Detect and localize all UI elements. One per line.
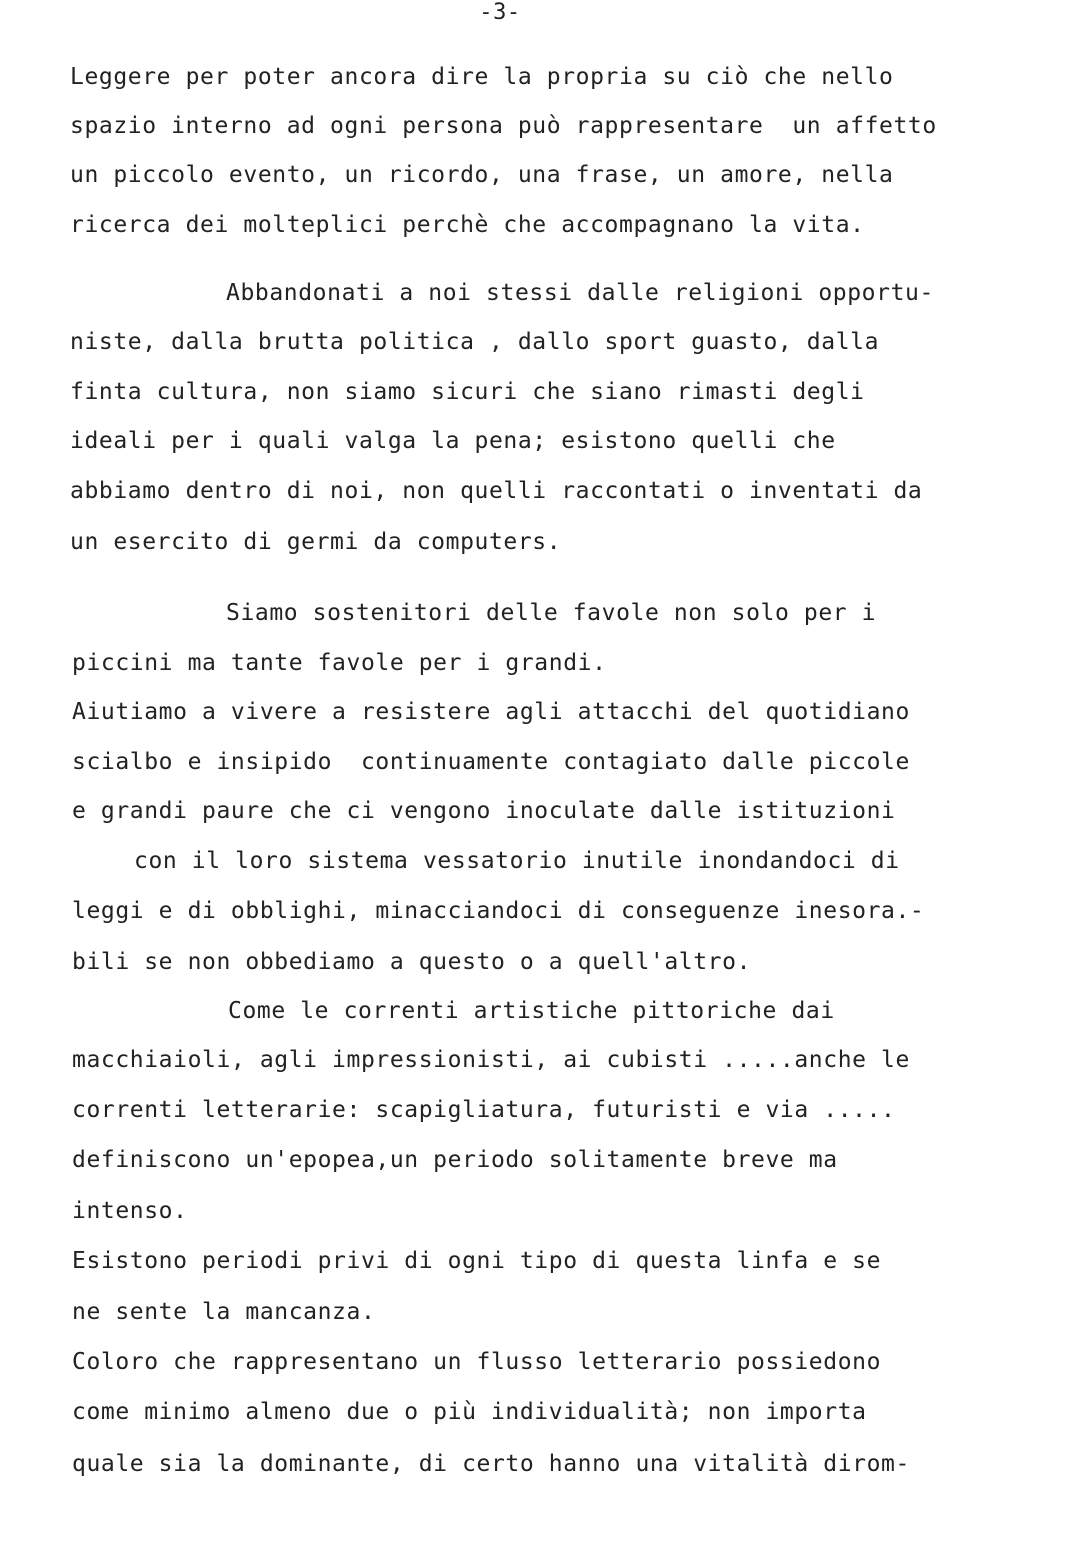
text-line: e grandi paure che ci vengono inoculate dalle istituzioni bbox=[72, 798, 896, 824]
text-line: Esistono periodi privi di ogni tipo di questa linfa e se bbox=[72, 1248, 882, 1274]
text-line: Coloro che rappresentano un flusso letterario possiedono bbox=[72, 1349, 882, 1375]
text-line: intenso. bbox=[72, 1198, 188, 1224]
text-line: macchiaioli, agli impressionisti, ai cubisti .....anche le bbox=[72, 1047, 910, 1073]
text-line: abbiamo dentro di noi, non quelli raccontati o inventati da bbox=[70, 478, 923, 504]
text-line: ideali per i quali valga la pena; esistono quelli che bbox=[70, 428, 836, 454]
text-line: niste, dalla brutta politica , dallo sport guasto, dalla bbox=[70, 329, 880, 355]
text-line: spazio interno ad ogni persona può rappresentare un affetto bbox=[70, 113, 937, 139]
text-line: piccini ma tante favole per i grandi. bbox=[72, 650, 607, 676]
text-line: come minimo almeno due o più individualità; non importa bbox=[72, 1399, 867, 1425]
text-line: leggi e di obblighi, minacciandoci di conseguenze inesora.- bbox=[72, 898, 925, 924]
text-line: correnti letterarie: scapigliatura, futuristi e via ..... bbox=[72, 1097, 896, 1123]
text-line: definiscono un'epopea,un periodo solitamente breve ma bbox=[72, 1147, 838, 1173]
text-line: con il loro sistema vessatorio inutile inondandoci di bbox=[134, 848, 900, 874]
text-line: un piccolo evento, un ricordo, una frase, un amore, nella bbox=[70, 162, 894, 188]
text-line: Come le correnti artistiche pittoriche dai bbox=[228, 998, 835, 1024]
text-line: scialbo e insipido continuamente contagiato dalle piccole bbox=[72, 749, 910, 775]
text-line: un esercito di germi da computers. bbox=[70, 529, 562, 555]
text-line: ricerca dei molteplici perchè che accompagnano la vita. bbox=[70, 212, 865, 238]
text-line: Aiutiamo a vivere a resistere agli attacchi del quotidiano bbox=[72, 699, 910, 725]
text-line: Leggere per poter ancora dire la propria su ciò che nello bbox=[70, 64, 894, 90]
text-line: finta cultura, non siamo sicuri che siano rimasti degli bbox=[70, 379, 865, 405]
text-line: bili se non obbediamo a questo o a quell'altro. bbox=[72, 949, 752, 975]
text-line: Abbandonati a noi stessi dalle religioni opportu- bbox=[226, 280, 934, 306]
text-line: quale sia la dominante, di certo hanno una vitalità dirom- bbox=[72, 1451, 910, 1477]
page-number: -3- bbox=[479, 0, 521, 25]
text-line: ne sente la mancanza. bbox=[72, 1299, 376, 1325]
text-line: Siamo sostenitori delle favole non solo per i bbox=[226, 600, 877, 626]
